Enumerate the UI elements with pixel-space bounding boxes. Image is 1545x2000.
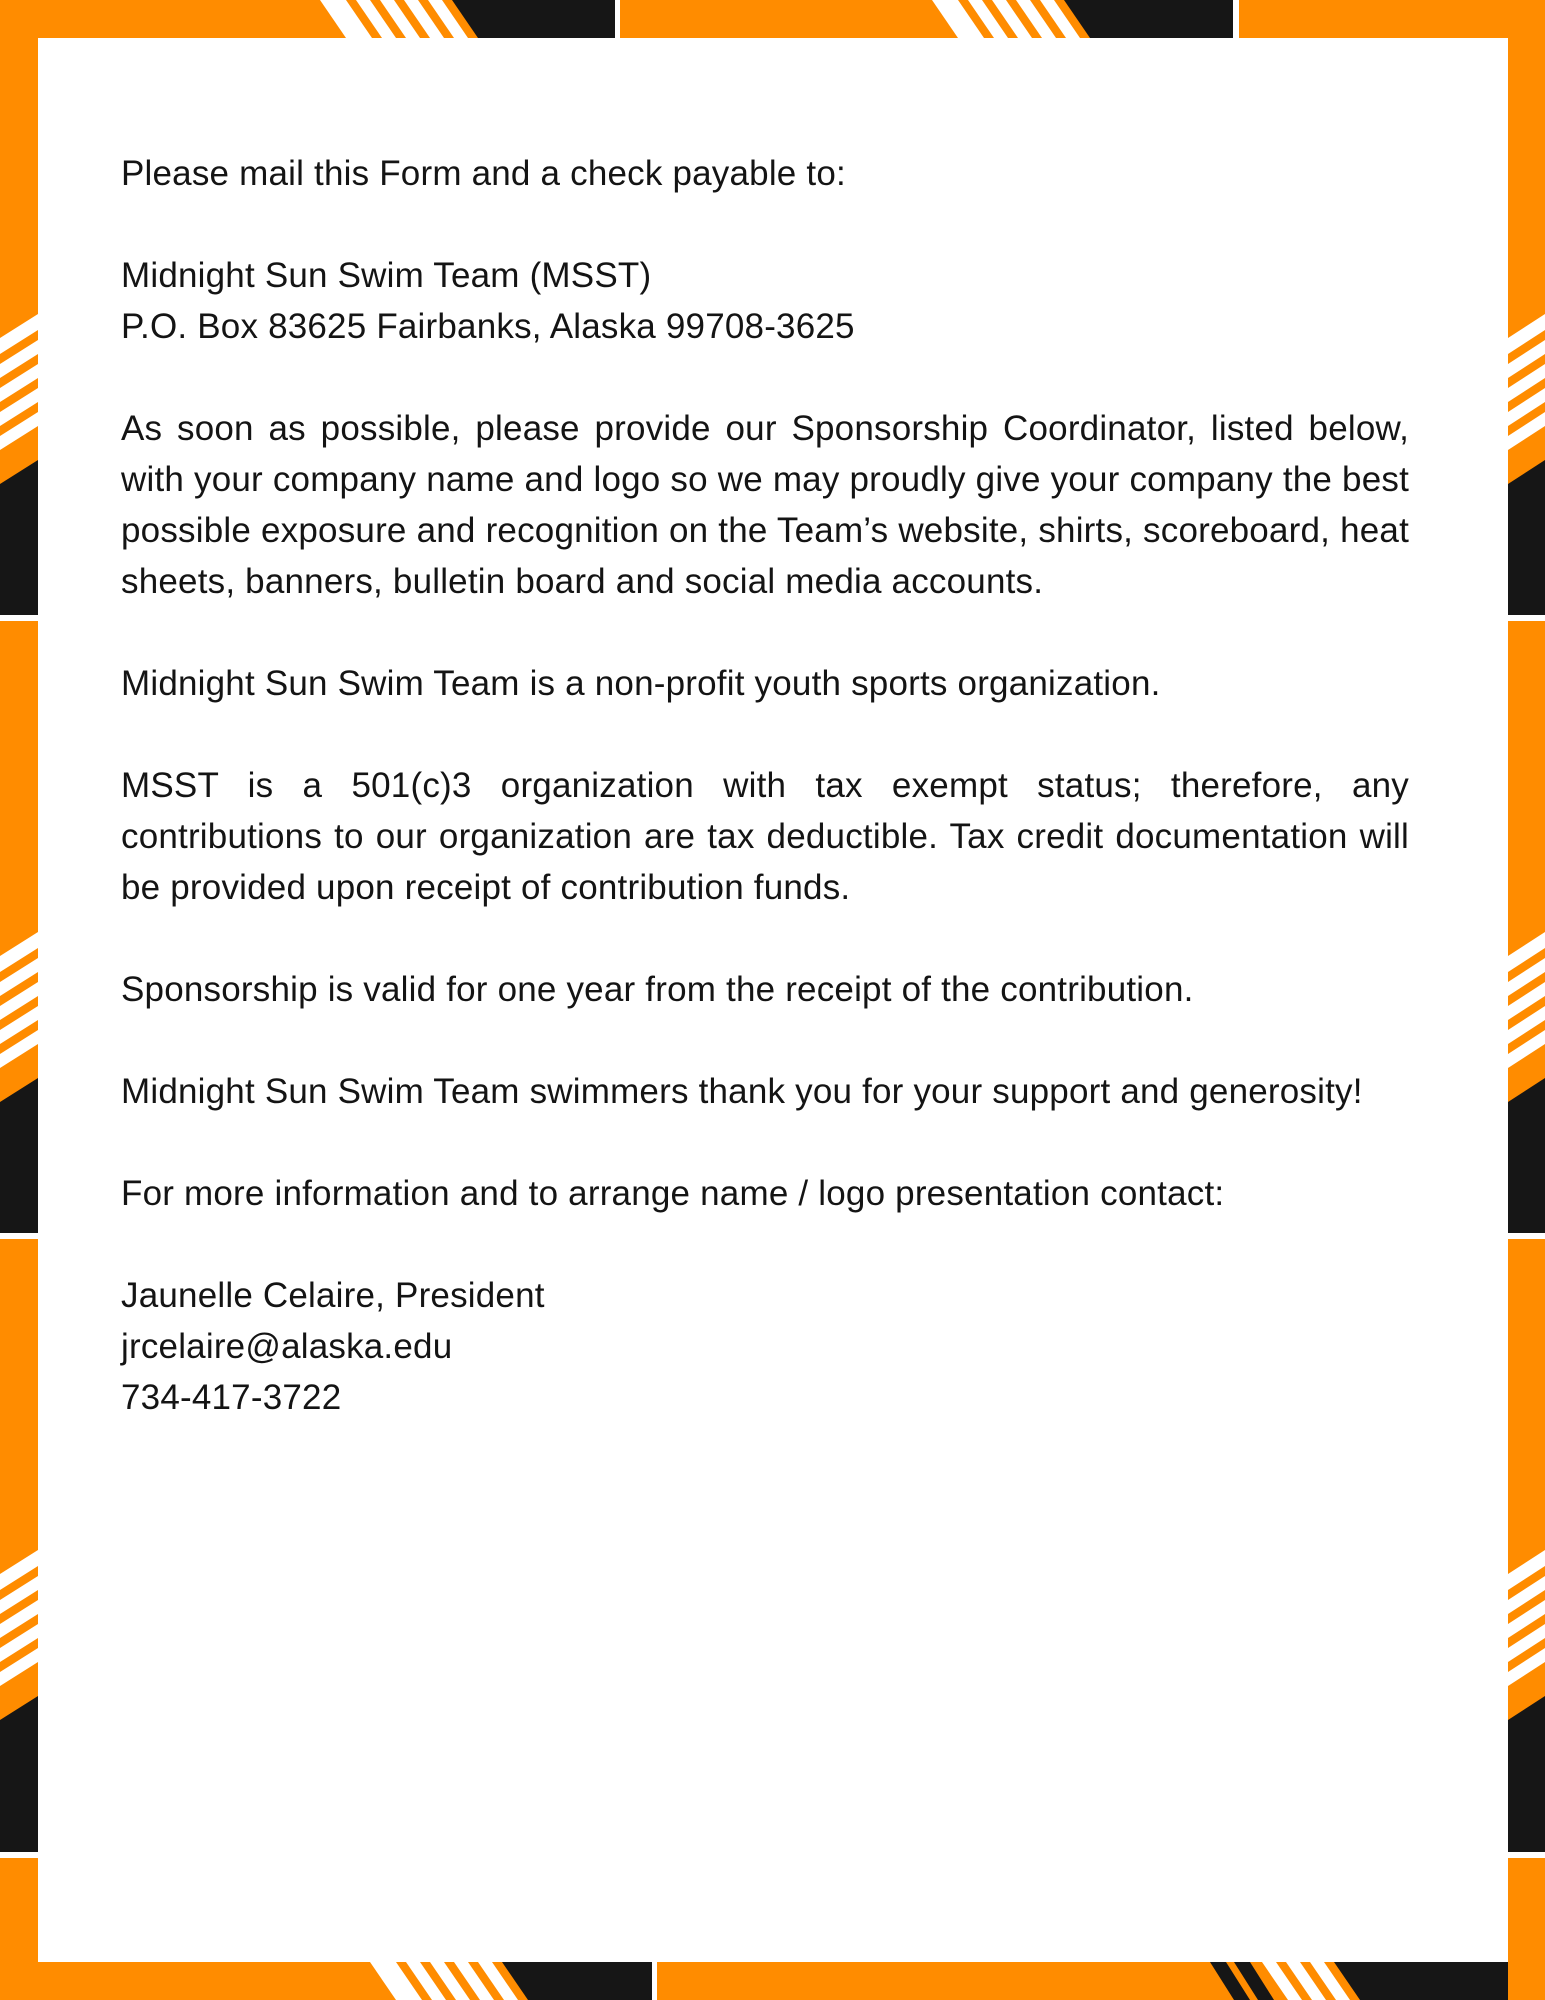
nonprofit-statement: Midnight Sun Swim Team is a non-profit youth sports organization.: [121, 664, 1161, 703]
validity-statement: Sponsorship is valid for one year from the receipt of the contribution.: [121, 970, 1194, 1009]
mailing-address: [121, 250, 1409, 352]
logo-request-paragraph: As soon as possible, please provide our Sponsorship Coordinator, listed below, with your company name and logo so we may proudly give your company the best possible exposure and recognition on the Team’s website, shirts, scoreboard, heat sheets, banners, bulletin board and social media accounts.: [121, 409, 1409, 601]
organization-name: Midnight Sun Swim Team (MSST): [121, 256, 652, 295]
letter-content: [121, 148, 1409, 1474]
contact-intro: For more information and to arrange name / logo presentation contact:: [121, 1174, 1225, 1213]
contact-email: jrcelaire@alaska.edu: [121, 1327, 453, 1366]
postal-address: P.O. Box 83625 Fairbanks, Alaska 99708-3625: [121, 307, 855, 346]
contact-phone: 734-417-3722: [121, 1378, 342, 1417]
mail-instructions: Please mail this Form and a check payable to:: [121, 154, 846, 193]
contact-name-title: Jaunelle Celaire, President: [121, 1276, 545, 1315]
thank-you-paragraph: Midnight Sun Swim Team swimmers thank you for your support and generosity!: [121, 1072, 1363, 1111]
contact-block: [121, 1270, 1409, 1423]
tax-statement-paragraph: MSST is a 501(c)3 organization with tax exempt status; therefore, any contributions to our organization are tax deductible. Tax credit documentation will be provided upon receipt of contribution funds.: [121, 766, 1409, 907]
